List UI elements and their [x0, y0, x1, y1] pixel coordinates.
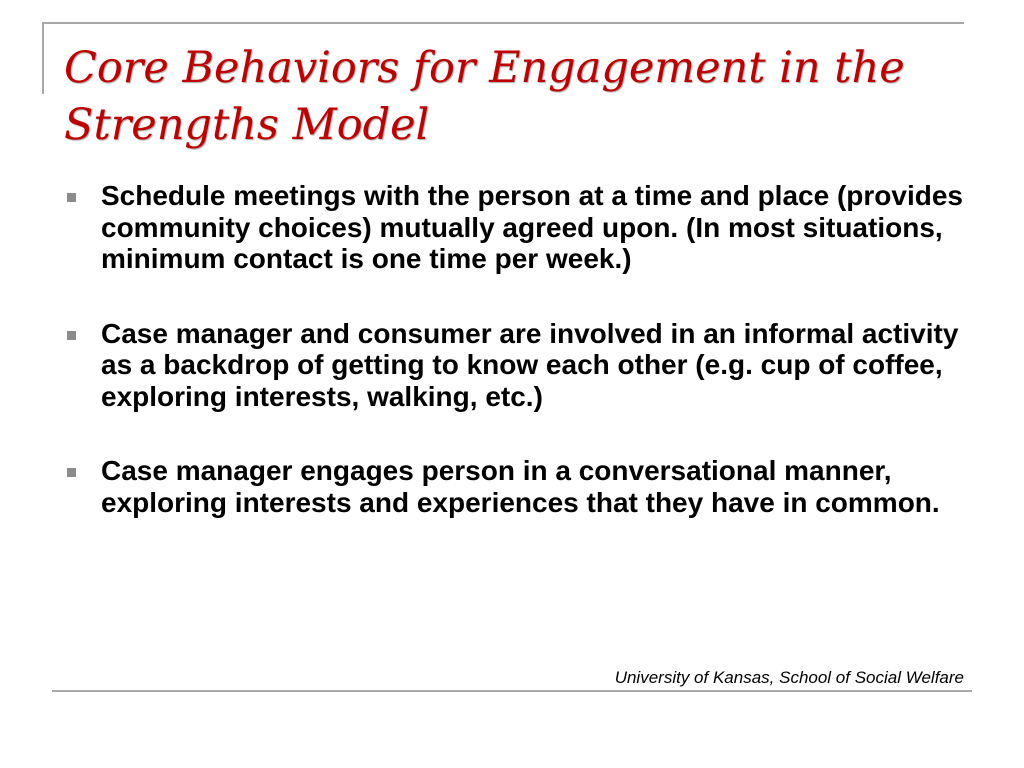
slide-title: Core Behaviors for Engagement in the Strengths Model: [64, 43, 905, 150]
footer-source: University of Kansas, School of Social Welfare: [614, 668, 964, 687]
bullet-item: [64, 455, 974, 518]
bullet-list: [64, 180, 974, 518]
bullet-text: Schedule meetings with the person at a time and place (provides community choices) mutually agreed upon. (In most situations, minimum contact is one time per week.): [101, 180, 963, 274]
frame-bottom-line: [52, 690, 972, 692]
square-bullet-icon: [67, 193, 76, 202]
bullet-item: [64, 318, 974, 413]
frame-top-line: [42, 22, 964, 24]
square-bullet-icon: [67, 468, 76, 477]
frame-left-line: [42, 22, 44, 94]
bullet-text: Case manager and consumer are involved in an informal activity as a backdrop of getting to know each other (e.g. cup of coffee, exploring interests, walking, etc.): [101, 317, 959, 412]
bullet-item: [64, 180, 974, 275]
bullet-text: Case manager engages person in a conversational manner, exploring interests and experiences that they have in common.: [101, 455, 940, 518]
square-bullet-icon: [67, 331, 76, 340]
